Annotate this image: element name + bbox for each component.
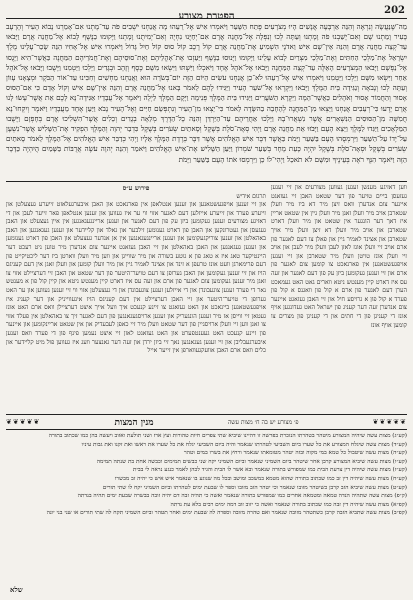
mitzvot-title: מנין המצות xyxy=(114,417,154,428)
commentary-section xyxy=(6,184,407,412)
mitzvah-item: (קע״ו) מצות עשה שיביא המצורע קרבן אחר שיטהר ביום השמיני שנאמר וביום השמיני יקח שני כבשים תמימים וכבשה אחת בת שנתה תמימה xyxy=(96,458,407,465)
mitzvah-item: (ק״פ) מצות עשה שתהיה הנדה טמאה ומטמאה אחרים כמו שמפורש בתורה שנאמר ואשה כי תהיה זבה דם יהיה זובה בבשרה שבעת ימים תהיה בנדתה xyxy=(77,493,407,500)
commentary-left-text: און זיי זענען אויפגעשטאנען און זענען אנטלאפן אין פארנאכט און האבן איבערגעלאזט זייערע געצעלטן און זייערע פערד און זייערע אייזלען דעם לאגער אזוי ווי ער איז געווען און זענען אנטלאפן פאר זייער לעבן און די דאזיגע מצורעים זענען געקומען ביזן עק פון דעם לאגער און זענען אריינגעגאנגען אין איין געצעלט און האבן געגעסן און געטרונקען און האבן פון דארט גענומען זילבער און גאלד און קליידער און זענען געגאנגען און האבן באהאלטן און זענען צוריקגעקומען און זענען אריינגעגאנגען אין אן אנדער געצעלט און האבן פון דארט גענומען און זענען געגאנגען און האבן באהאלטן און זיי האבן געזאגט איינער צום אנדערן מיר טוען ניט רעכט דער היינטיקער טאג איז א טאג פון א גוטע בשורה און מיר שווייגן און ווען מיר וועלן ווארטן ביז דער ליכטיקייט פון דעם פרימארגן וועט אונז טרעפן א זינד און אצינד לאמיר גיין און מיר וועלן קומען און וועלן זאגן אין דעם קעניגס הויז און זיי זענען געקומען און האבן גערופן צו דעם טויער־היטער פון דער שטאט און האבן זיי דערציילט אזוי צו זאגן מיר זענען געקומען צום לאגער פון ארם און זעה עס איז דארט קיין מענטש ניטא און קיין קול פון א מענטש נאר די פערד זענען צוגעבונדן און די אייזלען זענען צוגעבונדן און די געצעלטן אזוי ווי זיי זענען געווען און ער האט גערופן די טויער־היטער און זיי האבן דערציילט אין דעם קעניגס הויז אינעווייניק און דער קעניג איז אויפגעשטאנען ביינאכט און האט געזאגט צו זיינע קנעכט איך וועל אייך איצט דערציילן וואס ארם האט אונז געטאן זיי ווייסן אז מיר זענען הונגעריק און זענען ארויסגעגאנגען פון דעם לאגער זיך צו באהאלטן אין פעלד אזוי צו זאגן ווען זיי וועלן ארויסגיין פון דער שטאט וועלן מיר זיי כאפן לעבעדיק און אין שטאט אריינקומען און איינער פון זיינע קנעכט האט געענטפערט און האט געזאגט לאזן זיי איצט נעמען פינף פון די פערד וואס זענען איבערגעבליבן און זיי זענען געגאנגען נאך זיי ביזן ירדן און זעה דער גאנצער וועג איז געווען פול מיט קליידער און כלים וואס ארם האבן אוועקגעווארפן אין זייער אייל xyxy=(6,201,266,355)
mitzvot-list xyxy=(6,432,407,592)
page-header xyxy=(6,4,407,22)
mitzvah-item: (קפ״ב) מצות עשה שתביא הזבה קרבן כשתטהר מזובה שנאמר ואם טהרה מזובה וספרה לה שבעת ימים ואחר תטהר וביום השמיני תקח לה שתי תורים או שני בני יונה xyxy=(46,510,407,517)
page-title: הפטרת מצורע xyxy=(178,11,235,22)
haftarah-text: מַה־שֶּׁנַּעֲשָׂה וְנִרְאֶה וְהִנֵּה אַרְבָּעָה אֲנָשִׁים הָיוּ מְצֹרָעִים פֶּתַח הַשָּׁעַר וַיֹּאמְרוּ אִישׁ אֶל־רֵעֵהוּ מָה אֲנַחְנוּ יֹשְׁבִים פֹּה עַד־מָתְנוּ אִם־אָמַרְנוּ נָבוֹא הָעִיר וְהָרָעָב בָּעִיר וָמַתְנוּ שָׁם וְאִם־יָשַׁבְנוּ פֹה וָמָתְנוּ וְעַתָּה לְכוּ וְנִפְּלָה אֶל־מַחֲנֵה אֲרָם אִם־יְחַיֻּנוּ נִחְיֶה וְאִם־יְמִיתֻנוּ וָמָתְנוּ וַיָּקוּמוּ בַנֶּשֶׁף לָבוֹא אֶל־מַחֲנֵה אֲרָם וַיָּבֹאוּ עַד־קְצֵה מַחֲנֵה אֲרָם וְהִנֵּה אֵין־שָׁם אִישׁ וַאדֹנָי הִשְׁמִיעַ אֶת־מַחֲנֵה אֲרָם קוֹל רֶכֶב קוֹל סוּס קוֹל חַיִל גָּדוֹל וַיֹּאמְרוּ אִישׁ אֶל־אָחִיו הִנֵּה שָׂכַר־עָלֵינוּ מֶלֶךְ יִשְׂרָאֵל אֶת־מַלְכֵי הַחִתִּים וְאֶת־מַלְכֵי מִצְרַיִם לָבוֹא עָלֵינוּ וַיָּקוּמוּ וַיָּנוּסוּ בַנֶּשֶׁף וַיַּעַזְבוּ אֶת־אָהֳלֵיהֶם וְאֶת־סוּסֵיהֶם וְאֶת־חֲמֹרֵיהֶם הַמַּחֲנֶה כַּאֲשֶׁר־הִיא וַיָּנֻסוּ אֶל־נַפְשָׁם וַיָּבֹאוּ הַמְצֹרָעִים הָאֵלֶּה עַד־קְצֵה הַמַּחֲנֶה וַיָּבֹאוּ אֶל־אֹהֶל אֶחָד וַיֹּאכְלוּ וַיִּשְׁתּוּ וַיִּשְׂאוּ מִשָּׁם כֶּסֶף וְזָהָב וּבְגָדִים וַיֵּלְכוּ וַיַּטְמִנוּ וַיָּשֻׁבוּ וַיָּבֹאוּ אֶל־אֹהֶל אַחֵר וַיִּשְׂאוּ מִשָּׁם וַיֵּלְכוּ וַיַּטְמִנוּ וַיֹּאמְרוּ אִישׁ אֶל־רֵעֵהוּ לֹא־כֵן אֲנַחְנוּ עֹשִׂים הַיּוֹם הַזֶּה יוֹם־בְּשֹׂרָה הוּא וַאֲנַחְנוּ מַחְשִׁים וְחִכִּינוּ עַד־אוֹר הַבֹּקֶר וּמְצָאָנוּ עָווֹן וְעַתָּה לְכוּ וְנָבֹאָה וְנַגִּידָה בֵּית הַמֶּלֶךְ וַיָּבֹאוּ וַיִּקְרְאוּ אֶל־שֹׁעֵר הָעִיר וַיַּגִּידוּ לָהֶם לֵאמֹר בָּאנוּ אֶל־מַחֲנֵה אֲרָם וְהִנֵּה אֵין־שָׁם אִישׁ וְקוֹל אָדָם כִּי אִם־הַסּוּס אָסוּר וְהַחֲמוֹר אָסוּר וְאֹהָלִים כַּאֲשֶׁר־הֵמָּה וַיִּקְרָא הַשֹּׁעֲרִים וַיַּגִּידוּ בֵּית הַמֶּלֶךְ פְּנִימָה וַיָּקָם הַמֶּלֶךְ לַיְלָה וַיֹּאמֶר אֶל־עֲבָדָיו אַגִּידָה־נָּא לָכֶם אֵת אֲשֶׁר־עָשׂוּ לָנוּ אֲרָם יָדְעוּ כִּי־רְעֵבִים אֲנַחְנוּ וַיֵּצְאוּ מִן־הַמַּחֲנֶה לְהֵחָבֵה בַהשָּׂדֶה לֵאמֹר כִּי־יֵצְאוּ מִן־הָעִיר וְנִתְפְּשֵׂם חַיִּים וְאֶל־הָעִיר נָבֹא וַיַּעַן אֶחָד מֵעֲבָדָיו וַיֹּאמֶר וְיִקְחוּ־נָא חֲמִשָּׁה מִן־הַסּוּסִים הַנִּשְׁאָרִים אֲשֶׁר נִשְׁאֲרוּ־בָהּ וַיֵּלְכוּ אַחֲרֵיהֶם עַד־הַיַּרְדֵּן וְהִנֵּה כָל־הַדֶּרֶךְ מְלֵאָה בְגָדִים וְכֵלִים אֲשֶׁר־הִשְׁלִיכוּ אֲרָם בְּחָפְזָם וַיָּשֻׁבוּ הַמַּלְאָכִים וַיַּגִּדוּ לַמֶּלֶךְ וַיֵּצֵא הָעָם וַיָּבֹזּוּ אֵת מַחֲנֵה אֲרָם וַיְהִי סְאָה־סֹלֶת בְּשֶׁקֶל וְסָאתַיִם שְׂעֹרִים בְּשֶׁקֶל כִּדְבַר יְהוָה וְהַמֶּלֶךְ הִפְקִיד אֶת־הַשָּׁלִישׁ אֲשֶׁר־נִשְׁעָן עַל־יָדוֹ עַל־הַשַּׁעַר וַיִּרְמְסֻהוּ הָעָם בַּשַּׁעַר וַיָּמֹת כַּאֲשֶׁר דִּבֶּר אִישׁ הָאֱלֹהִים אֲשֶׁר דִּבֶּר בְּרֶדֶת הַמֶּלֶךְ אֵלָיו וַיְהִי כְּדַבֵּר אִישׁ הָאֱלֹהִים אֶל־הַמֶּלֶךְ לֵאמֹר סָאתַיִם שְׂעֹרִים בְּשֶׁקֶל וּסְאָה־סֹלֶת בְּשֶׁקֶל יִהְיֶה כָּעֵת מָחָר בְּשַׁעַר שֹׁמְרוֹן וַיַּעַן הַשָּׁלִישׁ אֶת־אִישׁ הָאֱלֹהִים וַיֹּאמַר וְהִנֵּה יְהוָה עֹשֶׂה אֲרֻבּוֹת בַּשָּׁמַיִם הֲיִהְיֶה כַּדָּבָר הַזֶּה וַיֹּאמֶר הִנְּךָ רֹאֶה בְּעֵינֶיךָ וּמִשָּׁם לֹא תֹאכֵל וַיְהִי־לוֹ כֵן וַיִּרְמְסוּ אֹתוֹ הָעָם בַּשַּׁעַר וַיָּמֹת xyxy=(6,22,407,164)
mitzvah-item: (קע״ח) מצות עשה שיהיה דין זב כמו שכתוב בתורה שהוא מטמא במשכב ומושב ובכל מה שנוגע בו שנאמר איש איש כי יהיה זב מבשרו xyxy=(114,475,407,482)
mitzvot-subtitle: פ׳ מצורע יש בה ח׳ מצות עשה xyxy=(227,418,299,426)
mitzvah-item: (קע״ז) מצות עשה שיהיה דין צרעת הבית כמו שמפורש בתורה שנאמר ובא אשר לו הבית והגיד לכהן לאמר כנגע נראה לי בבית xyxy=(132,467,407,474)
commentary-left-column xyxy=(6,184,266,412)
commentary-subheading: תרגום אידיש xyxy=(236,193,266,200)
mitzvah-item: (קע״ג) מצות עשה שיהיה המצורע מיטהר בטהרתו הנזכרת בפרשה זו דהיינו שיביא שתי צפרים חיות טהורות ועץ ארז ושני תולעת ואזוב ויעשה בהן כמו שכתוב בתורה xyxy=(48,433,407,439)
ornament-right: ❦❦❦❦❦ xyxy=(6,418,41,426)
page-number: 202 xyxy=(384,5,405,16)
commentary-right-text: ווען דאזיגע מענשן זענען געווען מצורעים און זיי זענען געזעסן בייים טויער פון דער שטאט האבן זיי געזאגט איינער צום אנדערן וואס זיצן מיר דא ביז מיר וועלן שטארבן אויב מיר וועלן זאגן מיר וועלן גיין אין שטאט אריין איז דאך דער הונגער אין שטאט און מיר וועלן דארט שטארבן און אויב מיר וועלן דא זיצן וועלן מיר אויך שטארבן און אצינד לאמיר גיין און פאלן צו דעם לאגער פון ארם אויב זיי וועלן אונז לאזן לעבן וועלן מיר לעבן און אויב זיי וועלן אונז טויטן וועלן מיר שטארבן און זיי זענען אויפגעשטאנען אין פארנאכט צו קומען צום לאגער פון ארם און זיי זענען געקומען ביזן עק פון דעם לאגער און זעה עס איז דארט קיין מענטש ניטא ווארים גאט האט געמאכט הערן דעם לאגער פון ארם א קול פון וואגנס א קול פון פערד א קול פון א גרויסע חיל און זיי האבן געזאגט איינער צום אנדערן זעה דער קעניג פון ישראל האט געדונגען אויף אונז די קעניגן פון די חתים און די קעניגן פון מצרים צו קומען אויף אונז xyxy=(271,184,407,329)
mitzvah-item: (קפ״א) מצות עשה שיהיה דין זבה כמו שכתוב בתורה שנאמר ואשה כי יזוב זוב דמה ימים רבים בלא עת נדתה xyxy=(170,501,407,508)
section-divider xyxy=(6,181,407,182)
commentary-right-column xyxy=(271,184,407,412)
mitzvah-item: (קע״ט) מצות עשה שיביא הזב קרבן כשיטהר מזובו שנאמר וכי יטהר הזב מזובו וספר לו שבעת ימים לטהרתו וביום השמיני יקח לו שתי תורים xyxy=(102,484,407,491)
mitzvah-item: (קע״ד) מצות עשה שיגלח המצורע את כל שערו ביום השביעי לטהרתו שנאמר והיה ביום השביעי יגלח את כל שערו את ראשו ואת זקנו ואת גבות עיניו xyxy=(81,441,407,448)
ornament-left: ❦❦❦❦❦ xyxy=(372,418,407,426)
prayer-book-page xyxy=(6,4,407,596)
mitzvot-header xyxy=(6,414,407,430)
catchword: שלא xyxy=(10,585,23,594)
commentary-heading: פירוש ע״ס xyxy=(122,184,150,192)
mitzvah-item: (קע״ה) מצות עשה שיטבול כל טמא במי מקוה ובזה יטהר מטומאתו שנאמר ורחץ את בשרו במים וטהר xyxy=(183,450,407,457)
